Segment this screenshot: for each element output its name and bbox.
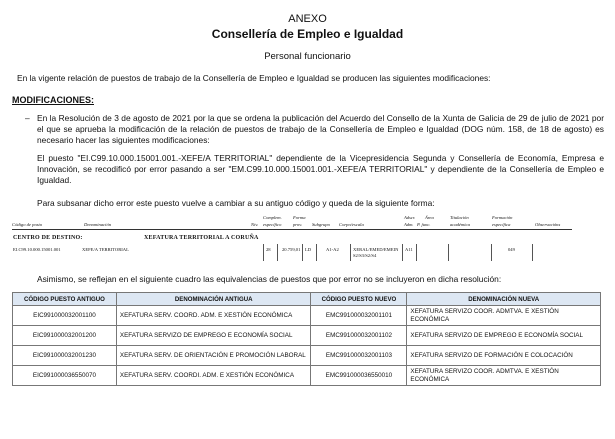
annex-label: ANEXO: [288, 13, 327, 25]
header-especifico: específico: [263, 222, 282, 227]
document-title: Consellería de Empleo e Igualdad: [211, 27, 404, 41]
cell-divider: [448, 244, 449, 261]
paragraph-recode: El puesto "EI.C99.10.000.15001.001.-XEFE/A TERRITORIAL" dependiente de la Vicepresidencia Segunda y Consellería de Economía, Empresa e Innovación, se recodificó por error pasando a ser "EM.C99.10.000.15001.001.-XEFE/A TERRITORIAL" y dependiente de la Consellería de Empleo e Igualdad.: [37, 153, 604, 185]
new-name-cell: XEFATURA SERVIZO DE EMPREGO E ECONOMÍA SOCIAL: [407, 326, 601, 346]
row-formacion: 049: [508, 247, 515, 252]
header-area: Área: [425, 215, 434, 220]
row-subgrupo: A1-A2: [326, 247, 339, 252]
header-adm: Adm.: [404, 222, 414, 227]
cell-divider: [316, 244, 317, 261]
cell-divider: [263, 244, 264, 261]
header-codigo: Código de posto: [12, 222, 43, 227]
centro-label: CENTRO DE DESTINO:: [13, 235, 83, 241]
header-titulacion: Titulación: [450, 215, 469, 220]
old-name-cell: XEFATURA SERV. COORD. ADM. E XESTIÓN ECONÓMICA: [116, 306, 311, 326]
row-codigo: EI.C99.10.000.15001.001: [13, 247, 61, 252]
table-row: [13, 326, 601, 346]
new-name-cell: XEFATURA SERVIZO COOR. ADMTVA. E XESTIÓN ECONÓMICA: [407, 366, 601, 386]
old-name-cell: XEFATURA SERVIZO DE EMPREGO E ECONOMÍA SOCIAL: [116, 326, 311, 346]
cell-divider: [277, 244, 278, 261]
header-academica: académica: [450, 222, 470, 227]
header-new-name: DENOMINACIÓN NUEVA: [407, 293, 601, 306]
old-name-cell: XEFATURA SERV. DE ORIENTACIÓN E PROMOCIÓN LABORAL: [116, 346, 311, 366]
header-denominacion: Denominación: [84, 222, 112, 227]
header-subgrupo: Subgrupo: [312, 222, 330, 227]
intro-paragraph: En la vigente relación de puestos de trabajo de la Consellería de Empleo e Igualdad se producen las siguientes modificaciones:: [17, 73, 491, 83]
header-corpo: Corpo/escala: [339, 222, 364, 227]
paragraph-resolution: En la Resolución de 3 de agosto de 2021 por la que se ordena la publicación del Acuerdo del Consello de la Xunta de Galicia de 29 de julio de 2021 por el que se aprueba la modificación de la relación de puestos de trabajo de la Consellería de Empleo e Igualdad (DOG núm. 158, de 18 de agosto) es necesario hacer las siguientes modificaciones:: [37, 113, 604, 145]
header-nivel: Niv.: [251, 222, 259, 227]
new-code-cell: EMC991000032001101: [311, 306, 407, 326]
cell-divider: [302, 244, 303, 261]
old-code-cell: EIC991000036550070: [13, 366, 117, 386]
header-forma: Forma: [293, 215, 306, 220]
header-old-code: CÓDIGO PUESTO ANTIGUO: [13, 293, 117, 306]
old-code-cell: EIC991000032001230: [13, 346, 117, 366]
cell-divider: [532, 244, 533, 261]
header-complem: Complem.: [263, 215, 282, 220]
row-adscr: A11: [405, 247, 413, 252]
cell-divider: [402, 244, 403, 261]
header-formacion: Formación: [492, 215, 513, 220]
table-header-row: [13, 293, 601, 306]
cell-divider: [350, 244, 351, 261]
row-corpo-1: XERAL/EMED/EMEIN: [353, 247, 399, 252]
paragraph-correction: Para subsanar dicho error este puesto vuelve a cambiar a su antiguo código y queda de la siguiente forma:: [37, 198, 435, 208]
bullet-dash: –: [25, 113, 30, 123]
header-divider: [12, 229, 572, 230]
new-name-cell: XEFATURA SERVIZO DE FORMACIÓN E COLOCACIÓN: [407, 346, 601, 366]
header-prov: prov.: [293, 222, 303, 227]
paragraph-equivalences: Asimismo, se reflejan en el siguiente cuadro las equivalencias de puestos que por error no se incluyeron en dicha resolución:: [37, 274, 502, 284]
header-funcion: P. func.: [417, 222, 431, 227]
equivalence-table: [12, 292, 601, 386]
row-forma: LD: [305, 247, 312, 252]
document-subtitle: Personal funcionario: [264, 51, 351, 62]
cell-divider: [416, 244, 417, 261]
new-code-cell: EMC991000036550010: [311, 366, 407, 386]
rpt-mini-table: [12, 214, 607, 264]
new-code-cell: EMC991000032001103: [311, 346, 407, 366]
new-code-cell: EMC991000032001102: [311, 326, 407, 346]
table-row: [13, 306, 601, 326]
row-especifico: 20.759,01: [282, 247, 301, 252]
old-name-cell: XEFATURA SERV. COORDI. ADM. E XESTIÓN ECONÓMICA: [116, 366, 311, 386]
header-new-code: CÓDIGO PUESTO NUEVO: [311, 293, 407, 306]
row-denominacion: XEFE/A TERRITORIAL: [82, 247, 129, 252]
table-row: [13, 346, 601, 366]
old-code-cell: EIC991000032001200: [13, 326, 117, 346]
old-code-cell: EIC991000032001100: [13, 306, 117, 326]
header-old-name: DENOMINACIÓN ANTIGUA: [116, 293, 311, 306]
new-name-cell: XEFATURA SERVIZO COOR. ADMTVA. E XESTIÓN ECONÓMICA: [407, 306, 601, 326]
header-observaciones: Observacións: [535, 222, 561, 227]
table-row: [13, 366, 601, 386]
row-corpo-2: S2/S3/S2/S4: [353, 253, 377, 258]
section-heading: MODIFICACIONES:: [12, 95, 94, 105]
header-formacion-especifica: específica: [492, 222, 511, 227]
centro-name: XEFATURA TERRITORIAL A CORUÑA: [144, 235, 259, 241]
cell-divider: [491, 244, 492, 261]
row-nivel: 28: [266, 247, 271, 252]
header-adscr: Adscr.: [404, 215, 416, 220]
